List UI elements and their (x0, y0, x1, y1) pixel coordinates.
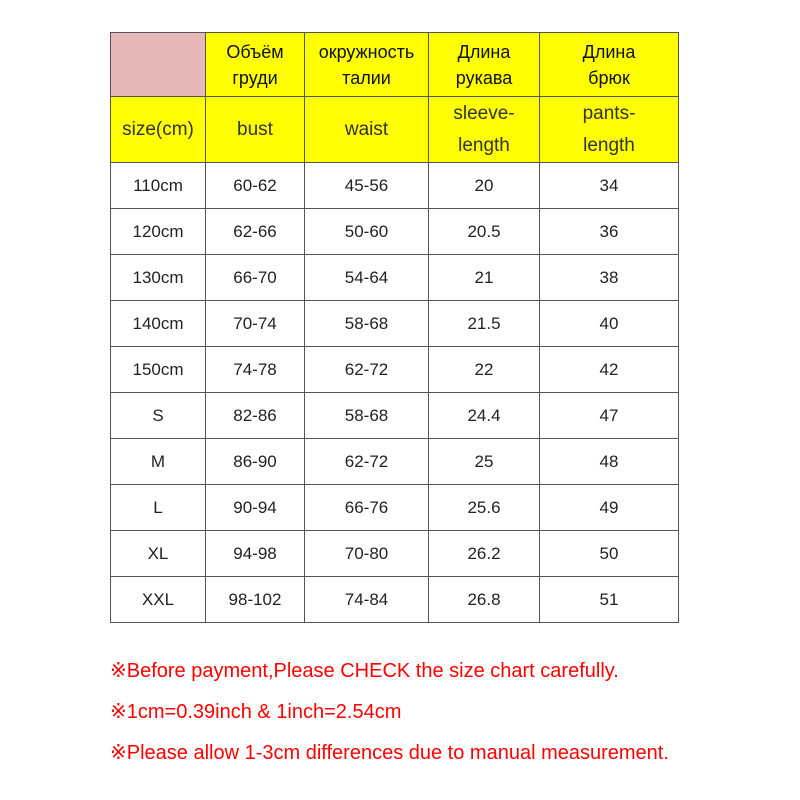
notes-section (110, 655, 790, 778)
header-en-size: size(cm) (111, 97, 206, 163)
pants-length-cell: 48 (540, 439, 679, 485)
note-unit-conversion: ※1cm=0.39inch & 1inch=2.54cm (110, 701, 402, 723)
pants-length-cell: 51 (540, 577, 679, 623)
waist-cell: 58-68 (305, 393, 429, 439)
sleeve-length-cell: 20.5 (429, 209, 540, 255)
size-cell: XXL (111, 577, 206, 623)
sleeve-length-cell: 25.6 (429, 485, 540, 531)
waist-cell: 62-72 (305, 439, 429, 485)
table-row (111, 209, 679, 255)
header-ru-waist: окружность талии (305, 33, 429, 97)
bust-cell: 66-70 (206, 255, 305, 301)
header-en-bust: bust (206, 97, 305, 163)
size-cell: 150cm (111, 347, 206, 393)
table-row (111, 485, 679, 531)
note-check-size-chart: ※Before payment,Please CHECK the size chart carefully. (110, 660, 619, 682)
sleeve-length-cell: 22 (429, 347, 540, 393)
header-corner-cell (111, 33, 206, 97)
waist-cell: 66-76 (305, 485, 429, 531)
pants-length-cell: 36 (540, 209, 679, 255)
header-en-sleeve-length: sleeve- length (429, 97, 540, 163)
waist-cell: 62-72 (305, 347, 429, 393)
pants-length-cell: 34 (540, 163, 679, 209)
bust-cell: 62-66 (206, 209, 305, 255)
header-ru-sleeve-length: Длина рукава (429, 33, 540, 97)
waist-cell: 70-80 (305, 531, 429, 577)
bust-cell: 74-78 (206, 347, 305, 393)
size-cell: 140cm (111, 301, 206, 347)
pants-length-cell: 40 (540, 301, 679, 347)
header-row-english (111, 97, 679, 163)
sleeve-length-cell: 21.5 (429, 301, 540, 347)
table-row (111, 439, 679, 485)
sleeve-length-cell: 26.8 (429, 577, 540, 623)
pants-length-cell: 38 (540, 255, 679, 301)
size-cell: XL (111, 531, 206, 577)
bust-cell: 86-90 (206, 439, 305, 485)
sleeve-length-cell: 26.2 (429, 531, 540, 577)
size-chart-table (110, 32, 679, 623)
size-cell: M (111, 439, 206, 485)
table-row (111, 531, 679, 577)
size-cell: L (111, 485, 206, 531)
bust-cell: 82-86 (206, 393, 305, 439)
bust-cell: 90-94 (206, 485, 305, 531)
table-row (111, 163, 679, 209)
table-row (111, 301, 679, 347)
waist-cell: 45-56 (305, 163, 429, 209)
sleeve-length-cell: 24.4 (429, 393, 540, 439)
sleeve-length-cell: 20 (429, 163, 540, 209)
bust-cell: 98-102 (206, 577, 305, 623)
sleeve-length-cell: 25 (429, 439, 540, 485)
bust-cell: 70-74 (206, 301, 305, 347)
header-ru-bust: Объём груди (206, 33, 305, 97)
table-row (111, 347, 679, 393)
pants-length-cell: 50 (540, 531, 679, 577)
size-cell: 120cm (111, 209, 206, 255)
header-en-pants-length: pants- length (540, 97, 679, 163)
sleeve-length-cell: 21 (429, 255, 540, 301)
size-cell: 130cm (111, 255, 206, 301)
bust-cell: 60-62 (206, 163, 305, 209)
table-row (111, 577, 679, 623)
table-row (111, 255, 679, 301)
size-cell: 110cm (111, 163, 206, 209)
pants-length-cell: 49 (540, 485, 679, 531)
pants-length-cell: 47 (540, 393, 679, 439)
table-row (111, 393, 679, 439)
bust-cell: 94-98 (206, 531, 305, 577)
waist-cell: 74-84 (305, 577, 429, 623)
header-row-russian (111, 33, 679, 97)
header-ru-pants-length: Длина брюк (540, 33, 679, 97)
size-cell: S (111, 393, 206, 439)
note-measurement-difference: ※Please allow 1-3cm differences due to manual measurement. (110, 742, 669, 764)
waist-cell: 54-64 (305, 255, 429, 301)
waist-cell: 58-68 (305, 301, 429, 347)
header-en-waist: waist (305, 97, 429, 163)
pants-length-cell: 42 (540, 347, 679, 393)
waist-cell: 50-60 (305, 209, 429, 255)
